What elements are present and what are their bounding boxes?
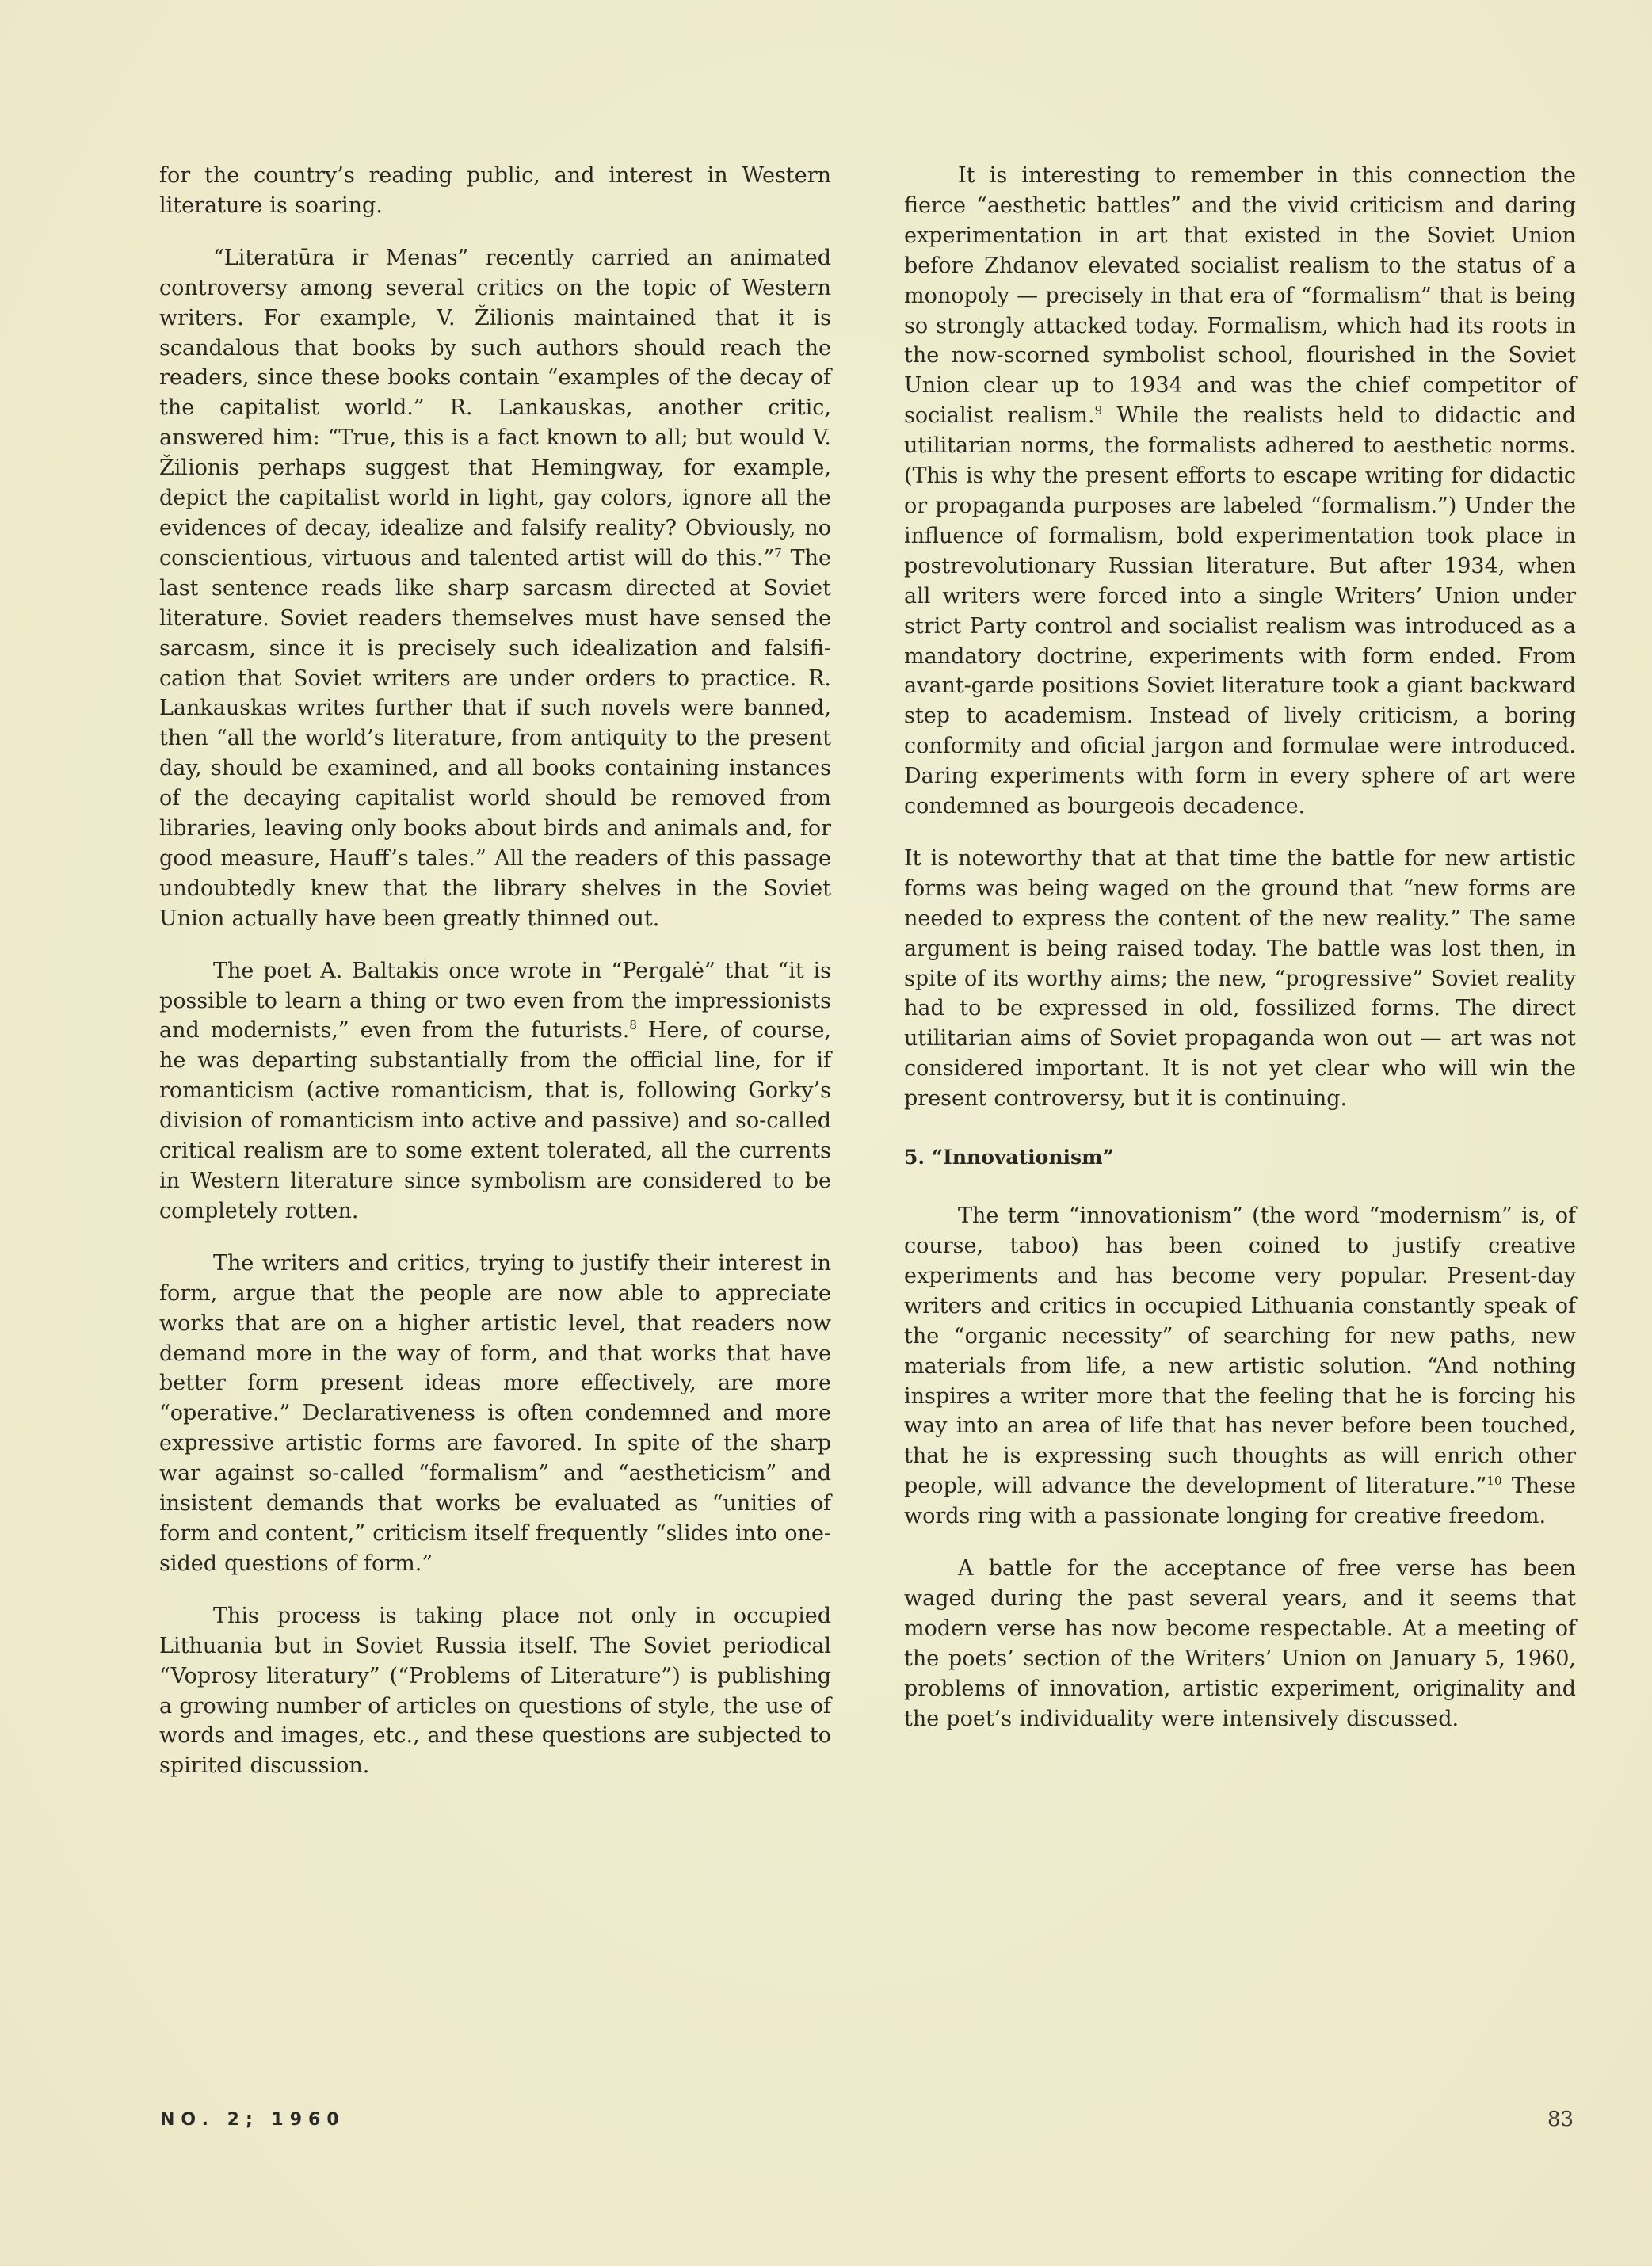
- page-number: 83: [1547, 2108, 1574, 2131]
- footnote-marker: 10: [1486, 1474, 1502, 1489]
- right-column: [904, 161, 1576, 1734]
- footnote-marker: 9: [1094, 403, 1103, 418]
- paragraph: A battle for the acceptance of free verse has been waged during the past several years, and it seems that modern verse has now become respectable. At a meeting of the poets’ section of the Writers’ Union on January 5, 1960, problems of innovation, artistic experiment, originality and the poet’s individuality were intensively discussed.: [904, 1556, 1576, 1731]
- paragraph: It is noteworthy that at that time the battle for new artistic forms was being waged on the ground that “new forms are needed to express the content of the new reality.” The same argument is being raised today. The battle was lost then, in spite of its worthy aims; the new, “progressive” Soviet reality had to be expressed in old, fossilized forms. The direct utilitarian aims of Soviet propaganda won out — art was not considered important. It is not yet clear who will win the present controversy, but it is continuing.: [904, 845, 1576, 1112]
- paragraph-text: “Literatūra ir Menas” recently carried an animated controversy among several critics on the topic of Western writers. For example, V. Žilionis maintained that it is scandalous that books by such authors should reach the readers, since these books contain “examples of the decay of the capitalist world.” R. Lankauskas, another critic, answered him: “True, this is a fact known to all; but would V. Žilionis perhaps suggest that Hemingway, for example, depict the capitalist world in light, gay colors, ignore all the evidences of decay, idealize and falsify reality? Obviously, no conscientious, virtuous and talented artist will do this.”: [159, 245, 831, 570]
- paragraph-text: While the realists held to didactic and utilitarian norms, the formalists adhered to aesthetic norms. (This is why the present efforts to escape writing for didactic or propaganda purposes are labeled “formalism.”) Under the influence of formalism, bold experimentation took place in postrevolutionary Russian literature. But after 1934, when all writers were forced into a single Writers’ Union under strict Party control and socialist realism was introduced as a mandatory doctrine, experiments with form ended. From avant-garde positions Soviet literature took a giant backward step to academism. Instead of lively criticism, a boring conformity and oficial jargon and formulae were introduced. Daring experiments with form in every sphere of art were condemned as bourgeois decadence.: [904, 403, 1576, 819]
- paragraph: for the country’s reading public, and interest in Western literature is soaring.: [159, 163, 831, 218]
- footnote-marker: 7: [774, 545, 782, 560]
- paragraph-text: Here, of course, he was departing substantially from the official line, for if romanticism (active romanticism, that is, following Gorky’s division of romanticism into active and passive) and so-called critical realism are to some extent tolerated, all the currents in Western literature since symbolism are considered to be completely rotten.: [159, 1018, 832, 1223]
- left-column: [159, 161, 831, 1781]
- paragraph: The writers and critics, trying to justify their interest in form, argue that the people are now able to appreciate works that are on a higher artistic level, that readers now demand more in the way of form, and that works that have better form present ideas more effectively, are more “operative.” Declarativeness is often condemned and more expressive artistic forms are favored. In spite of the sharp war against so-called “formalism” and “aestheticism” and insistent demands that works be evaluated as “unities of form and content,” criticism itself frequently “slides into one-sided questions of form.”: [159, 1250, 831, 1576]
- footnote-marker: 8: [629, 1018, 637, 1033]
- paragraph-text: The last sentence reads like sharp sarcasm directed at Soviet literature. Soviet readers themselves must have sensed the sarcasm, since it is precisely such idealization and falsification that Soviet writers are under orders to practice. R. Lankauskas writes further that if such novels were banned, then “all the world’s literature, from antiquity to the present day, should be examined, and all books containing instances of the decaying capitalist world should be removed from libraries, leaving only books about birds and animals and, for good measure, Hauff’s tales.” All the readers of this passage undoubtedly knew that the library shelves in the Soviet Union actually have been greatly thinned out.: [159, 545, 831, 931]
- paragraph: [904, 1201, 1576, 1532]
- paragraph: [159, 956, 831, 1226]
- paragraph: [159, 243, 831, 934]
- paragraph-text: These words ring with a passionate longing for creative freedom.: [904, 1474, 1576, 1529]
- section-heading: 5. “Innovationism”: [904, 1146, 1114, 1169]
- issue-label: NO. 2; 1960: [160, 2110, 345, 2130]
- paragraph: [904, 161, 1576, 822]
- paragraph-text: The poet A. Baltakis once wrote in “Pergalė” that “it is possible to learn a thing or two even from the impressionists and modernists,” even from the futurists.: [159, 958, 831, 1043]
- paragraph-text: The term “innovationism” (the word “modernism” is, of course, taboo) has been coined to justify creative experiments and has become very popular. Present-day writers and critics in occupied Lithuania constantly speak of the “organic necessity” of searching for new paths, new materials from life, a new artistic solution. “And nothing inspires a writer more that the feeling that he is forcing his way into an area of life that has never before been touched, that he is expressing such thoughts as will enrich other people, will advance the development of literature.”: [904, 1204, 1576, 1499]
- paragraph-text: It is interesting to remember in this connection the fierce “aesthetic battles” and the vivid criticism and daring experimentation in art that existed in the Soviet Union before Zhdanov elevated socialist realism to the status of a monopoly — precisely in that era of “formalism” that is being so strongly attacked today. Formalism, which had its roots in the now-scorned symbolist school, flourished in the Soviet Union clear up to 1934 and was the chief competitor of socialist realism.: [904, 163, 1576, 429]
- paragraph: This process is taking place not only in occupied Lithuania but in Soviet Russia itself. The Soviet periodical “Voprosy literatury” (“Problems of Literature”) is publishing a growing number of articles on questions of style, the use of words and images, etc., and these questions are subjected to spirited discussion.: [159, 1603, 831, 1779]
